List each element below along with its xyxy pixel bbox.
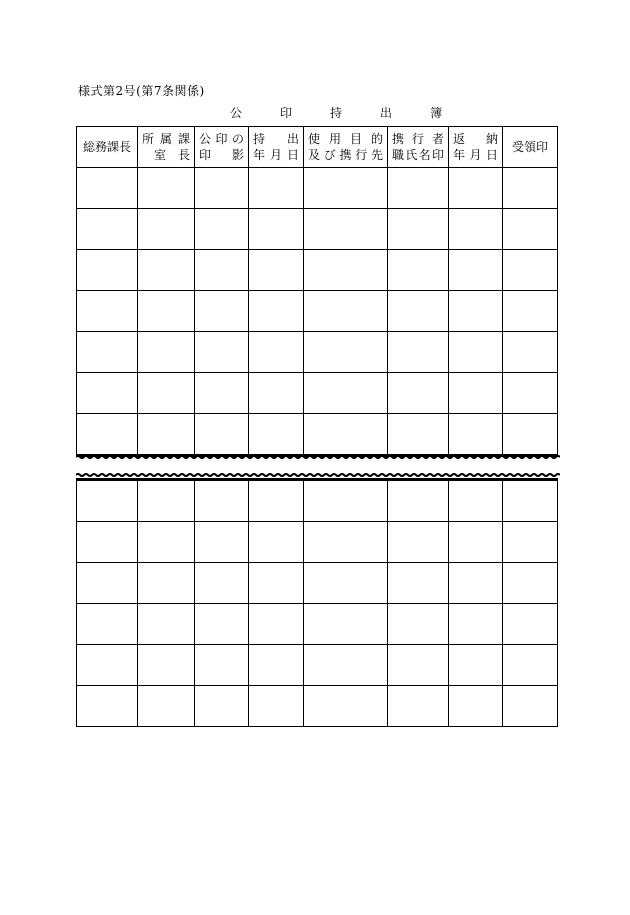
- table-cell[interactable]: [304, 522, 388, 563]
- table-cell[interactable]: [138, 480, 195, 522]
- table-cell[interactable]: [195, 414, 249, 456]
- table-cell[interactable]: [388, 480, 449, 522]
- table-cell[interactable]: [249, 480, 304, 522]
- title-char: 出: [380, 106, 393, 120]
- header-department-chief: 所属課 室 長: [138, 127, 195, 168]
- table-cell[interactable]: [304, 563, 388, 604]
- table-cell[interactable]: [503, 686, 558, 727]
- table-cell[interactable]: [77, 645, 138, 686]
- table-cell[interactable]: [138, 250, 195, 291]
- table-cell[interactable]: [77, 250, 138, 291]
- table-cell[interactable]: [138, 645, 195, 686]
- table-cell[interactable]: [503, 414, 558, 456]
- form-reference: 様式第2号(第7条関係): [78, 84, 205, 98]
- table-cell[interactable]: [77, 373, 138, 414]
- table-cell[interactable]: [249, 291, 304, 332]
- table-row: [77, 645, 558, 686]
- header-checkout-date: 持 出 年月日: [249, 127, 304, 168]
- table-cell[interactable]: [503, 168, 558, 209]
- table-cell[interactable]: [503, 373, 558, 414]
- table-cell[interactable]: [77, 686, 138, 727]
- table-cell[interactable]: [449, 291, 503, 332]
- table-cell[interactable]: [138, 168, 195, 209]
- table-cell[interactable]: [138, 522, 195, 563]
- seal-log-table-top: [76, 126, 558, 457]
- table-row: [77, 291, 558, 332]
- table-cell[interactable]: [503, 480, 558, 522]
- break-line-top: [76, 455, 560, 459]
- table-cell[interactable]: [388, 604, 449, 645]
- seal-log-table-bottom: [76, 478, 558, 727]
- table-cell[interactable]: [449, 332, 503, 373]
- table-cell[interactable]: [138, 332, 195, 373]
- table-cell[interactable]: [138, 373, 195, 414]
- table-cell[interactable]: [449, 480, 503, 522]
- table-cell[interactable]: [249, 414, 304, 456]
- table-cell[interactable]: [304, 686, 388, 727]
- table-cell[interactable]: [138, 291, 195, 332]
- table-cell[interactable]: [249, 332, 304, 373]
- header-receipt-seal: 受領印: [503, 127, 558, 168]
- table-cell[interactable]: [449, 645, 503, 686]
- table-cell[interactable]: [388, 332, 449, 373]
- table-cell[interactable]: [249, 250, 304, 291]
- table-cell[interactable]: [388, 522, 449, 563]
- table-cell[interactable]: [503, 209, 558, 250]
- table-cell[interactable]: [195, 604, 249, 645]
- table-cell[interactable]: [388, 414, 449, 456]
- table-cell[interactable]: [503, 522, 558, 563]
- table-cell[interactable]: [195, 645, 249, 686]
- table-cell[interactable]: [503, 332, 558, 373]
- table-cell[interactable]: [249, 373, 304, 414]
- table-cell[interactable]: [388, 686, 449, 727]
- table-cell[interactable]: [503, 563, 558, 604]
- header-seal-impression: 公印の 印 影: [195, 127, 249, 168]
- table-cell[interactable]: [388, 291, 449, 332]
- table-cell[interactable]: [388, 373, 449, 414]
- table-cell[interactable]: [249, 522, 304, 563]
- table-cell[interactable]: [449, 250, 503, 291]
- table-cell[interactable]: [249, 604, 304, 645]
- table-cell[interactable]: [388, 563, 449, 604]
- table-cell[interactable]: [138, 209, 195, 250]
- table-cell[interactable]: [304, 645, 388, 686]
- table-cell[interactable]: [304, 604, 388, 645]
- table-cell[interactable]: [304, 332, 388, 373]
- table-cell[interactable]: [304, 168, 388, 209]
- table-cell[interactable]: [77, 168, 138, 209]
- document-title: [230, 104, 442, 121]
- table-cell[interactable]: [449, 373, 503, 414]
- table-cell[interactable]: [195, 250, 249, 291]
- table-cell[interactable]: [449, 414, 503, 456]
- table-cell[interactable]: [195, 168, 249, 209]
- table-cell[interactable]: [249, 563, 304, 604]
- table-cell[interactable]: [503, 250, 558, 291]
- table-cell[interactable]: [138, 604, 195, 645]
- table-cell[interactable]: [449, 686, 503, 727]
- table-row: [77, 209, 558, 250]
- table-cell[interactable]: [77, 291, 138, 332]
- table-cell[interactable]: [195, 686, 249, 727]
- table-cell[interactable]: [77, 563, 138, 604]
- table-cell[interactable]: [249, 645, 304, 686]
- table-cell[interactable]: [249, 168, 304, 209]
- header-carrier-name-seal: 携行者 職氏名印: [388, 127, 449, 168]
- header-return-date: 返 納 年月日: [449, 127, 503, 168]
- table-cell[interactable]: [77, 480, 138, 522]
- table-cell[interactable]: [503, 291, 558, 332]
- table-cell[interactable]: [77, 209, 138, 250]
- title-char: 公: [230, 106, 243, 120]
- table-cell[interactable]: [77, 332, 138, 373]
- table-cell[interactable]: [77, 604, 138, 645]
- table-row: [77, 604, 558, 645]
- table-cell[interactable]: [388, 168, 449, 209]
- table-row: [77, 373, 558, 414]
- table-row: [77, 414, 558, 456]
- table-row: [77, 686, 558, 727]
- title-char: 印: [280, 106, 293, 120]
- table-cell[interactable]: [304, 250, 388, 291]
- table-cell[interactable]: [449, 168, 503, 209]
- table-cell[interactable]: [195, 209, 249, 250]
- table-cell[interactable]: [304, 480, 388, 522]
- header-general-affairs-chief: 総務課長: [77, 127, 138, 168]
- table-cell[interactable]: [195, 373, 249, 414]
- title-char: 持: [330, 106, 343, 120]
- table-cell[interactable]: [138, 414, 195, 456]
- table-cell[interactable]: [77, 522, 138, 563]
- table-cell[interactable]: [503, 604, 558, 645]
- table-cell[interactable]: [304, 291, 388, 332]
- table-row: [77, 480, 558, 522]
- table-cell[interactable]: [304, 209, 388, 250]
- table-cell[interactable]: [449, 209, 503, 250]
- table-cell[interactable]: [249, 686, 304, 727]
- table-cell[interactable]: [138, 563, 195, 604]
- table-cell[interactable]: [449, 604, 503, 645]
- table-cell[interactable]: [195, 522, 249, 563]
- table-cell[interactable]: [138, 686, 195, 727]
- table-cell[interactable]: [449, 563, 503, 604]
- table-row: [77, 168, 558, 209]
- table-cell[interactable]: [249, 209, 304, 250]
- header-purpose-destination: 使用目的 及び携行先: [304, 127, 388, 168]
- table-cell[interactable]: [77, 414, 138, 456]
- title-char: 簿: [430, 106, 443, 120]
- table-cell[interactable]: [304, 373, 388, 414]
- table-row: [77, 332, 558, 373]
- table-cell[interactable]: [388, 645, 449, 686]
- header-row: [77, 127, 558, 168]
- table-cell[interactable]: [388, 250, 449, 291]
- table-row: [77, 563, 558, 604]
- table-row: [77, 522, 558, 563]
- table-cell[interactable]: [195, 563, 249, 604]
- table-cell[interactable]: [195, 480, 249, 522]
- table-cell[interactable]: [449, 522, 503, 563]
- table-cell[interactable]: [503, 645, 558, 686]
- table-cell[interactable]: [304, 414, 388, 456]
- table-cell[interactable]: [388, 209, 449, 250]
- table-cell[interactable]: [195, 291, 249, 332]
- table-row: [77, 250, 558, 291]
- table-cell[interactable]: [195, 332, 249, 373]
- break-line-bottom: [76, 473, 560, 477]
